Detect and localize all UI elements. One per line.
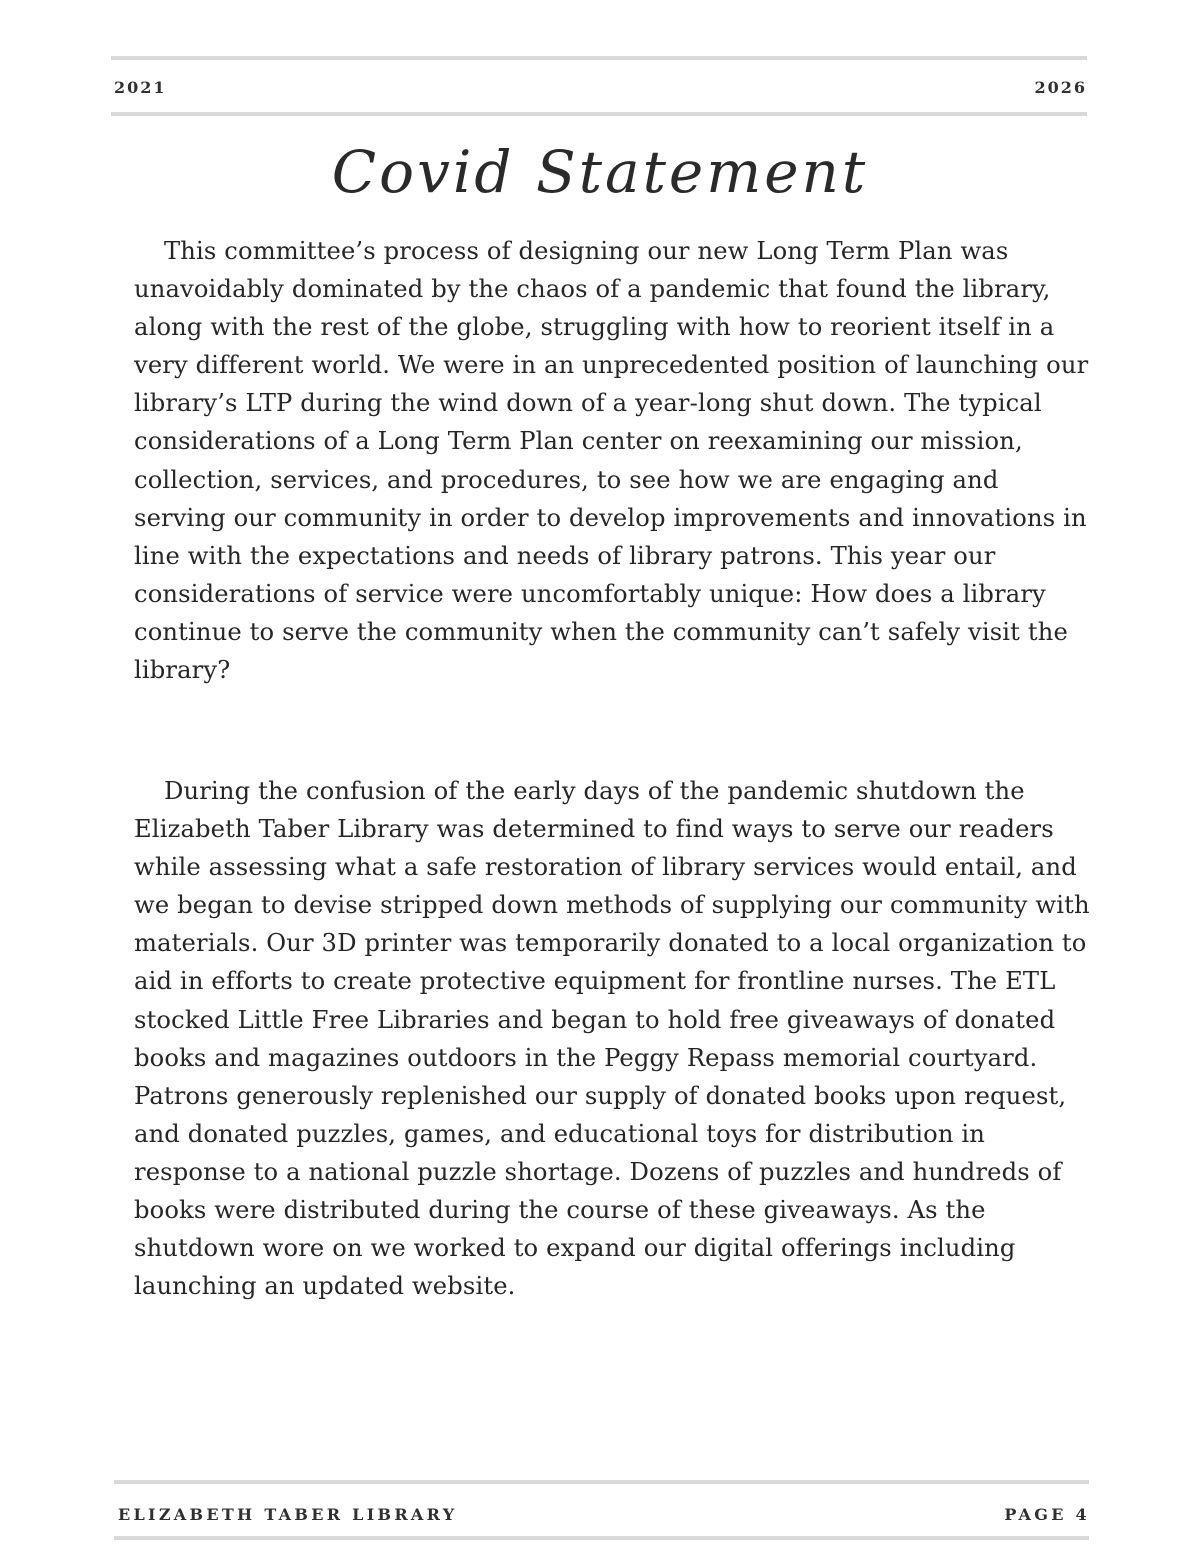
page-title: Covid Statement	[331, 138, 869, 206]
header-year-start: 2021	[114, 78, 167, 97]
footer-library-name: ELIZABETH TABER LIBRARY	[118, 1505, 458, 1524]
footer-top-rule	[114, 1480, 1089, 1484]
header-year-end: 2026	[1034, 78, 1087, 97]
body-paragraph-2: During the confusion of the early days of the pandemic shutdown the Elizabeth Taber Library was determined to find ways to serve our readers while assessing what a safe restoration of library services would entail, and we began to devise stripped down methods of supplying our community with materials. Our 3D printer was temporarily donated to a local organization to aid in efforts to create protective equipment for frontline nurses. The ETL stocked Little Free Libraries and began to hold free giveaways of donated books and magazines outdoors in the Peggy Repass memorial courtyard. Patrons generously replenished our supply of donated books upon request, and donated puzzles, games, and educational toys for distribution in response to a national puzzle shortage. Dozens of puzzles and hundreds of books were distributed during the course of these giveaways. As the shutdown wore on we worked to expand our digital offerings including launching an updated website.	[134, 777, 1090, 1301]
header-top-rule	[111, 56, 1087, 60]
footer-bottom-rule	[114, 1536, 1089, 1540]
footer-page-number: PAGE 4	[1004, 1505, 1090, 1524]
body-paragraph-1: This committee’s process of designing our new Long Term Plan was unavoidably dominated by the chaos of a pandemic that found the library, along with the rest of the globe, struggling with how to reorient itself in a very different world. We were in an unprecedented position of launching our library’s LTP during the wind down of a year-long shut down. The typical considerations of a Long Term Plan center on reexamining our mission, collection, services, and procedures, to see how we are engaging and serving our community in order to develop improvements and innovations in line with the expectations and needs of library patrons. This year our considerations of service were uncomfortably unique: How does a library continue to serve the community when the community can’t safely visit the library?	[134, 237, 1089, 685]
header-bottom-rule	[111, 112, 1087, 116]
